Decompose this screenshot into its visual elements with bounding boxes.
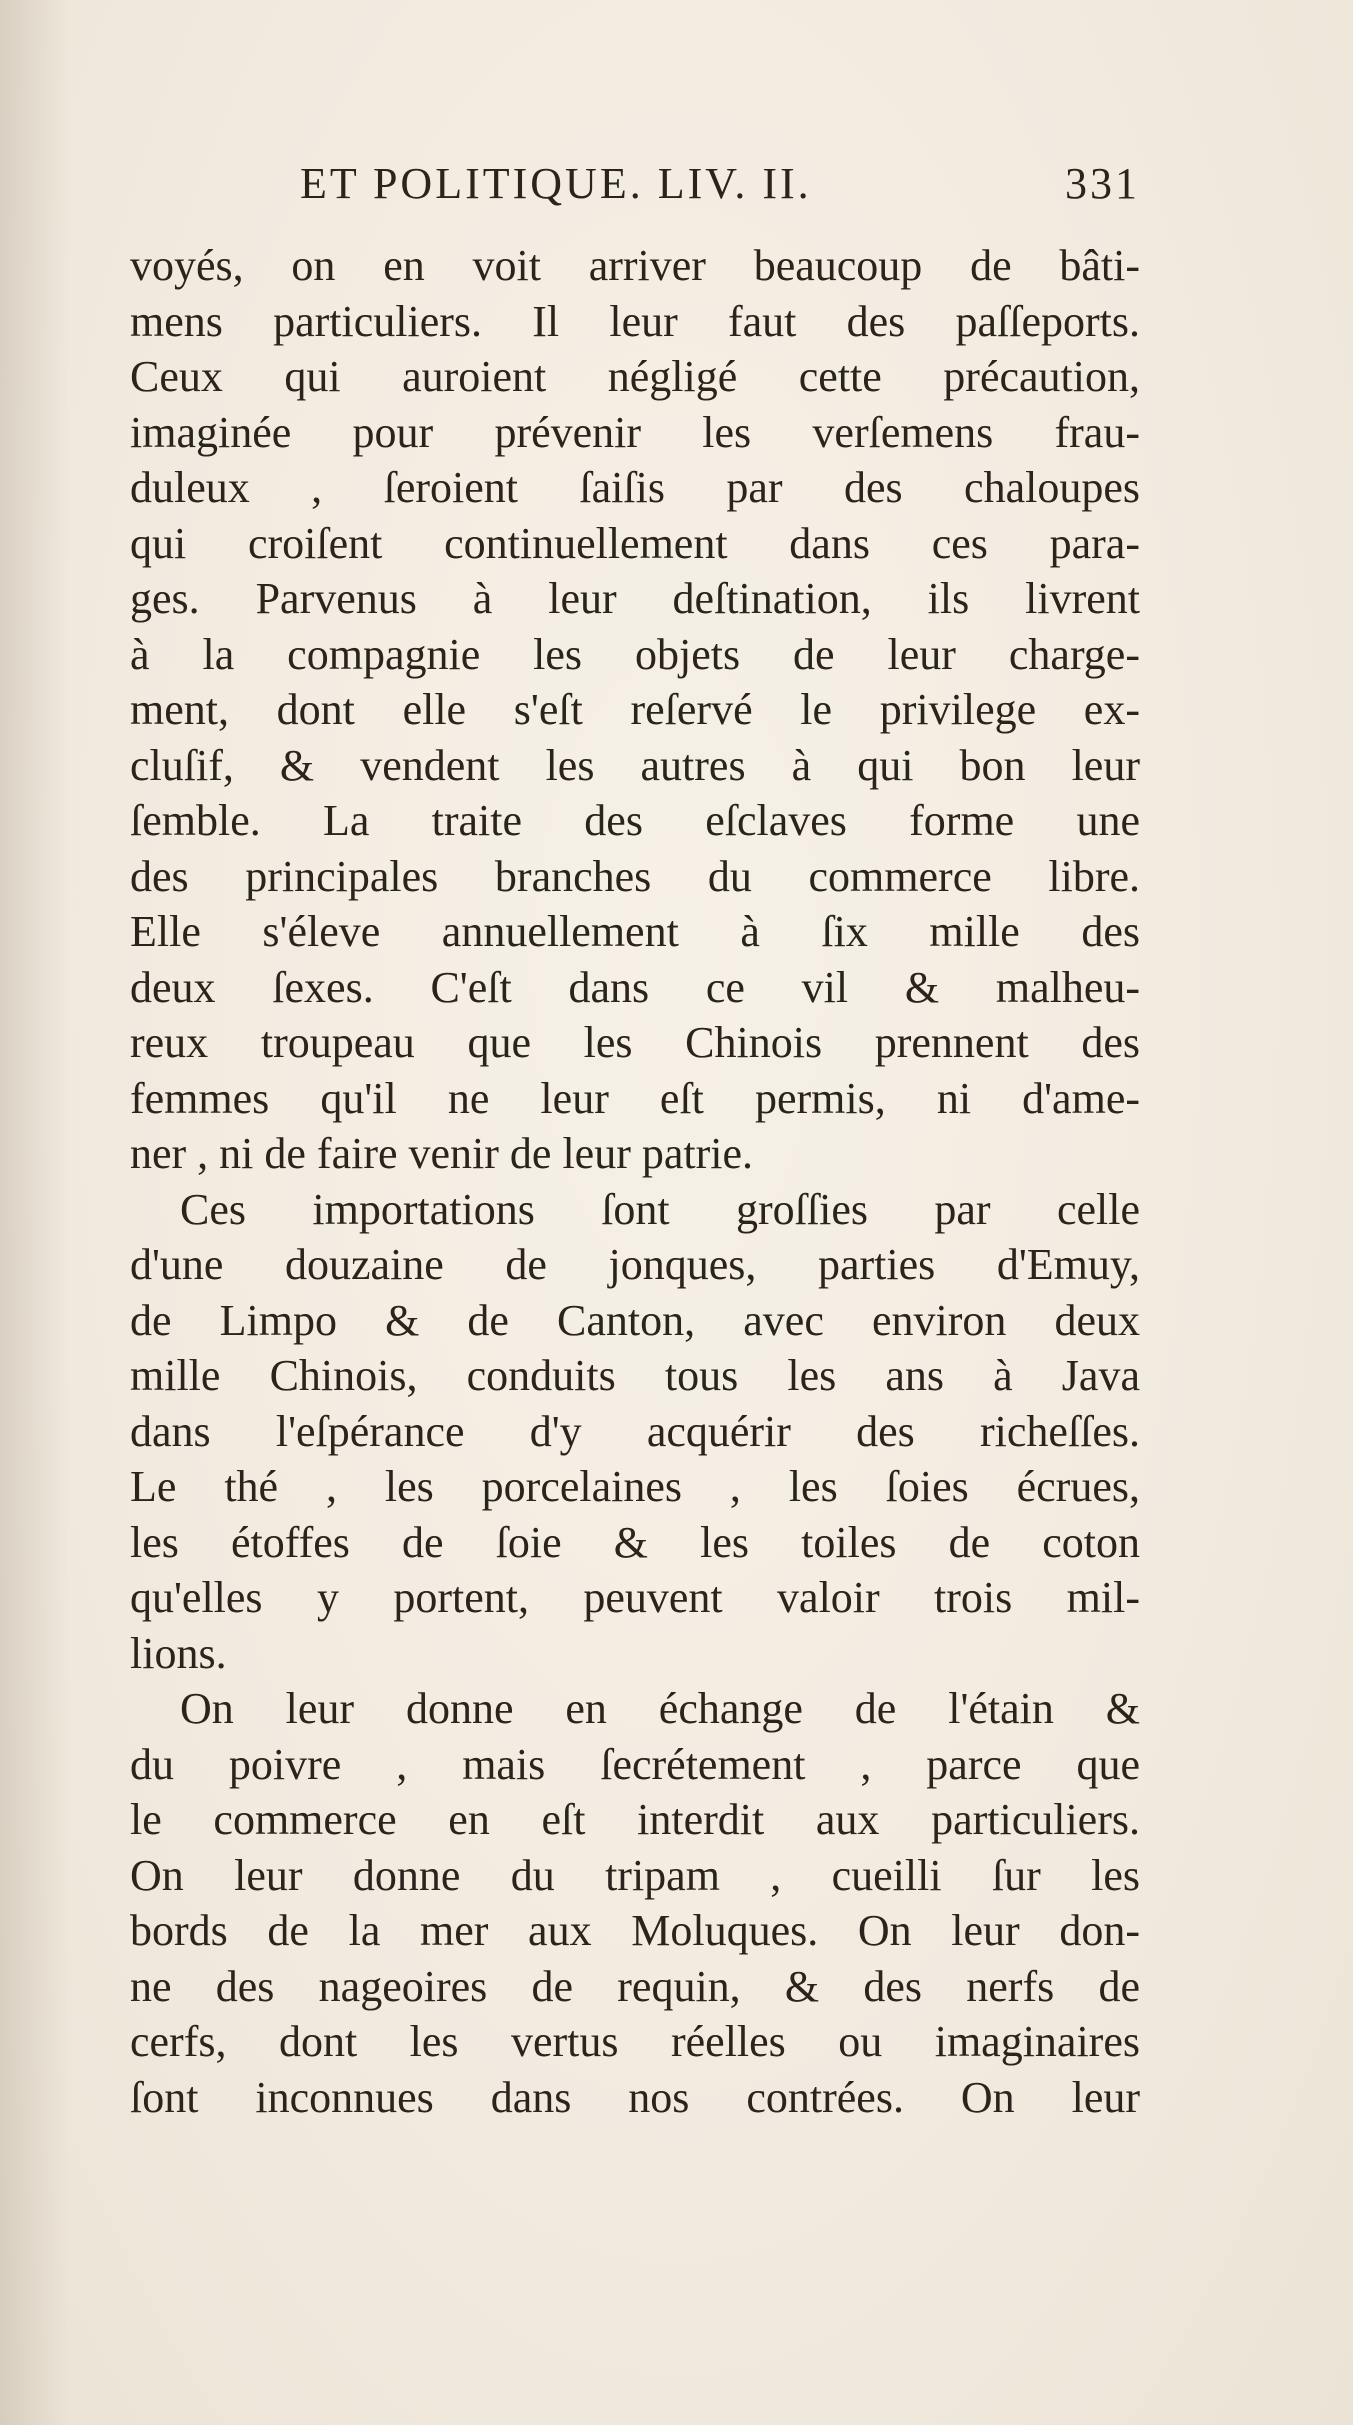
text-line: cerfs, dont les vertus réelles ou imaginaires: [130, 2017, 1140, 2066]
text-line: imaginée pour prévenir les verſemens frau-: [130, 407, 1140, 457]
text-line: Elle s'éleve annuellement à ſix mille des: [130, 907, 1140, 956]
text-line: femmes qu'il ne leur eſt permis, ni d'ame-: [130, 1073, 1140, 1123]
text-line: qui croiſent continuellement dans ces para-: [130, 518, 1140, 568]
text-line: duleux , ſeroient ſaiſis par des chaloupes: [130, 463, 1140, 512]
running-head: [300, 158, 1140, 228]
text-line: de Limpo & de Canton, avec environ deux: [130, 1295, 1140, 1345]
page-number: 331: [1065, 159, 1140, 208]
running-head-title: ET POLITIQUE. LIV. II.: [300, 159, 812, 208]
text-line: deux ſexes. C'eſt dans ce vil & malheu-: [130, 962, 1140, 1012]
text-line: ſont inconnues dans nos contrées. On leur: [130, 2072, 1140, 2122]
text-line: On leur donne en échange de l'étain &: [180, 1684, 1140, 1733]
text-line: des principales branches du commerce libre.: [130, 851, 1140, 901]
text-line: ne des nageoires de requin, & des nerfs de: [130, 1961, 1140, 2011]
text-line: reux troupeau que les Chinois prennent des: [130, 1018, 1140, 1067]
text-line: On leur donne du tripam , cueilli ſur les: [130, 1850, 1140, 1900]
gutter-shadow: [0, 0, 70, 2425]
text-line: mens particuliers. Il leur faut des paſſeports.: [130, 296, 1140, 346]
text-line: mille Chinois, conduits tous les ans à Java: [130, 1351, 1140, 1400]
text-line: ner , ni de faire venir de leur patrie.: [130, 1129, 754, 1178]
text-line: cluſif, & vendent les autres à qui bon leur: [130, 740, 1140, 790]
text-line: Le thé , les porcelaines , les ſoies écrues,: [130, 1462, 1140, 1511]
text-line: lions.: [130, 1628, 227, 1678]
text-line: les étoffes de ſoie & les toiles de coton: [130, 1517, 1140, 1567]
text-line: qu'elles y portent, peuvent valoir trois mil-: [130, 1573, 1140, 1622]
text-line: dans l'eſpérance d'y acquérir des richeſſes.: [130, 1406, 1140, 1456]
body-text: [130, 238, 1140, 2125]
text-line: ſemble. La traite des eſclaves forme une: [130, 796, 1140, 845]
text-line: à la compagnie les objets de leur charge-: [130, 629, 1140, 679]
text-line: voyés, on en voit arriver beaucoup de bâti-: [130, 241, 1140, 290]
text-line: d'une douzaine de jonques, parties d'Emuy,: [130, 1240, 1140, 1289]
text-line: bords de la mer aux Moluques. On leur don-: [130, 1906, 1140, 1955]
text-line: ment, dont elle s'eſt reſervé le privilege ex-: [130, 685, 1140, 734]
text-line: Ceux qui auroient négligé cette précaution,: [130, 352, 1140, 401]
text-line: du poivre , mais ſecrétement , parce que: [130, 1739, 1140, 1789]
text-line: ges. Parvenus à leur deſtination, ils livrent: [130, 574, 1140, 623]
text-line: Ces importations ſont groſſies par celle: [180, 1184, 1140, 1234]
text-line: le commerce en eſt interdit aux particuliers.: [130, 1795, 1140, 1844]
